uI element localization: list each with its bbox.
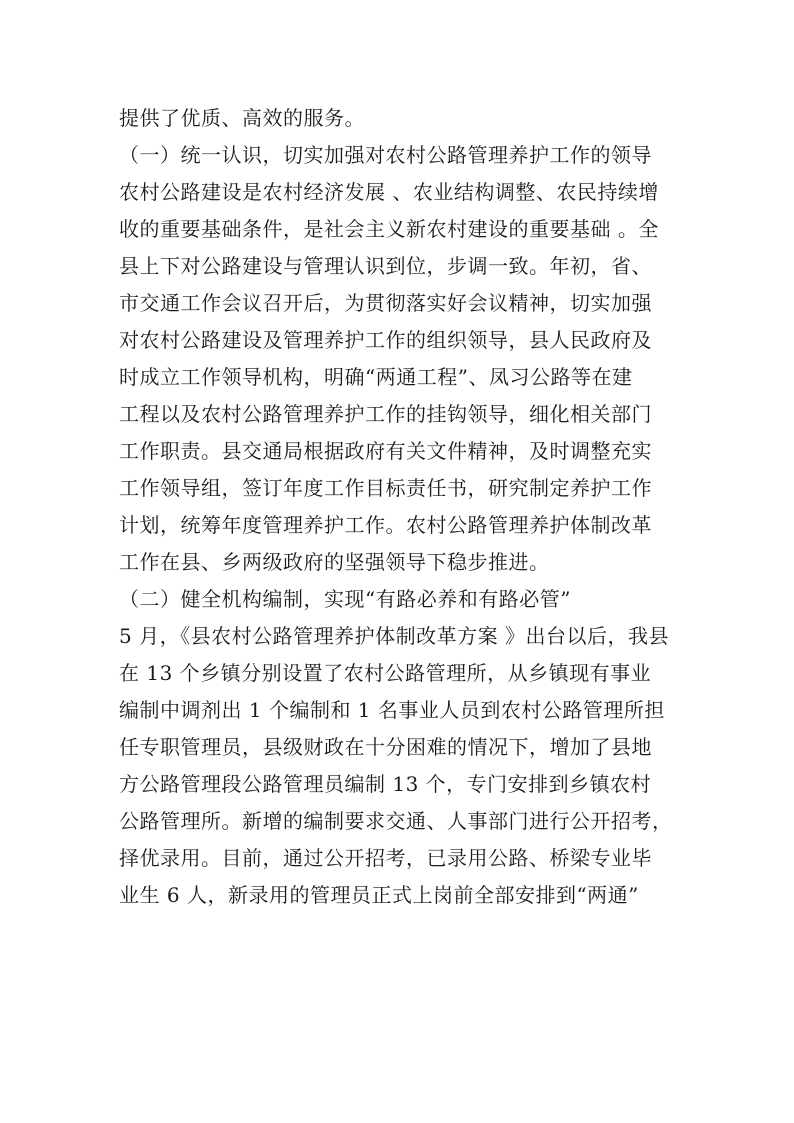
text-line: 时成立工作领导机构，明确“两通工程”、凤习公路等在建 (119, 365, 633, 389)
text-line: 工作在县、乡两级政府的坚强领导下稳步推进。 (119, 550, 550, 574)
text-line: 工作领导组，签订年度工作目标责任书，研究制定养护工作 (119, 476, 652, 500)
text-line: 方公路管理段公路管理员编制 13 个，专门安排到乡镇农村 (119, 772, 652, 796)
text-line: 编制中调剂出 1 个编制和 1 名事业人员到农村公路管理所担 (119, 698, 665, 722)
text-line: 5 月，《县农村公路管理养护体制改革方案 》出台以后，我县 (119, 624, 669, 648)
text-line: 收的重要基础条件，是社会主义新农村建设的重要基础 。全 (119, 217, 659, 241)
text-line: 农村公路建设是农村经济发展 、农业结构调整、农民持续增 (119, 180, 659, 204)
text-line: 工程以及农村公路管理养护工作的挂钩领导，细化相关部门 (119, 402, 652, 426)
text-line: 市交通工作会议召开后，为贯彻落实好会议精神，切实加强 (119, 291, 652, 315)
text-line: 工作职责。县交通局根据政府有关文件精神，及时调整充实 (119, 439, 652, 463)
text-line: 公路管理所。新增的编制要求交通、人事部门进行公开招考， (119, 809, 673, 833)
section-heading-2: （二）健全机构编制，实现“有路必养和有路必管” (119, 587, 571, 611)
text-line: 计划，统筹年度管理养护工作。农村公路管理养护体制改革 (119, 513, 652, 537)
text-line: 业生 6 人，新录用的管理员正式上岗前全部安排到“两通” (119, 883, 639, 907)
text-line: 择优录用。目前，通过公开招考，已录用公路、桥梁专业毕 (119, 846, 652, 870)
text-line: 在 13 个乡镇分别设置了农村公路管理所，从乡镇现有事业 (119, 661, 652, 685)
text-line: 任专职管理员，县级财政在十分困难的情况下，增加了县地 (119, 735, 652, 759)
text-line: 县上下对公路建设与管理认识到位，步调一致。年初，省、 (119, 254, 652, 278)
text-line: 对农村公路建设及管理养护工作的组织领导，县人民政府及 (119, 328, 652, 352)
text-line: 提供了优质、高效的服务。 (119, 106, 365, 130)
section-heading-1: （一）统一认识，切实加强对农村公路管理养护工作的领导 (119, 143, 652, 167)
document-body (119, 100, 689, 914)
